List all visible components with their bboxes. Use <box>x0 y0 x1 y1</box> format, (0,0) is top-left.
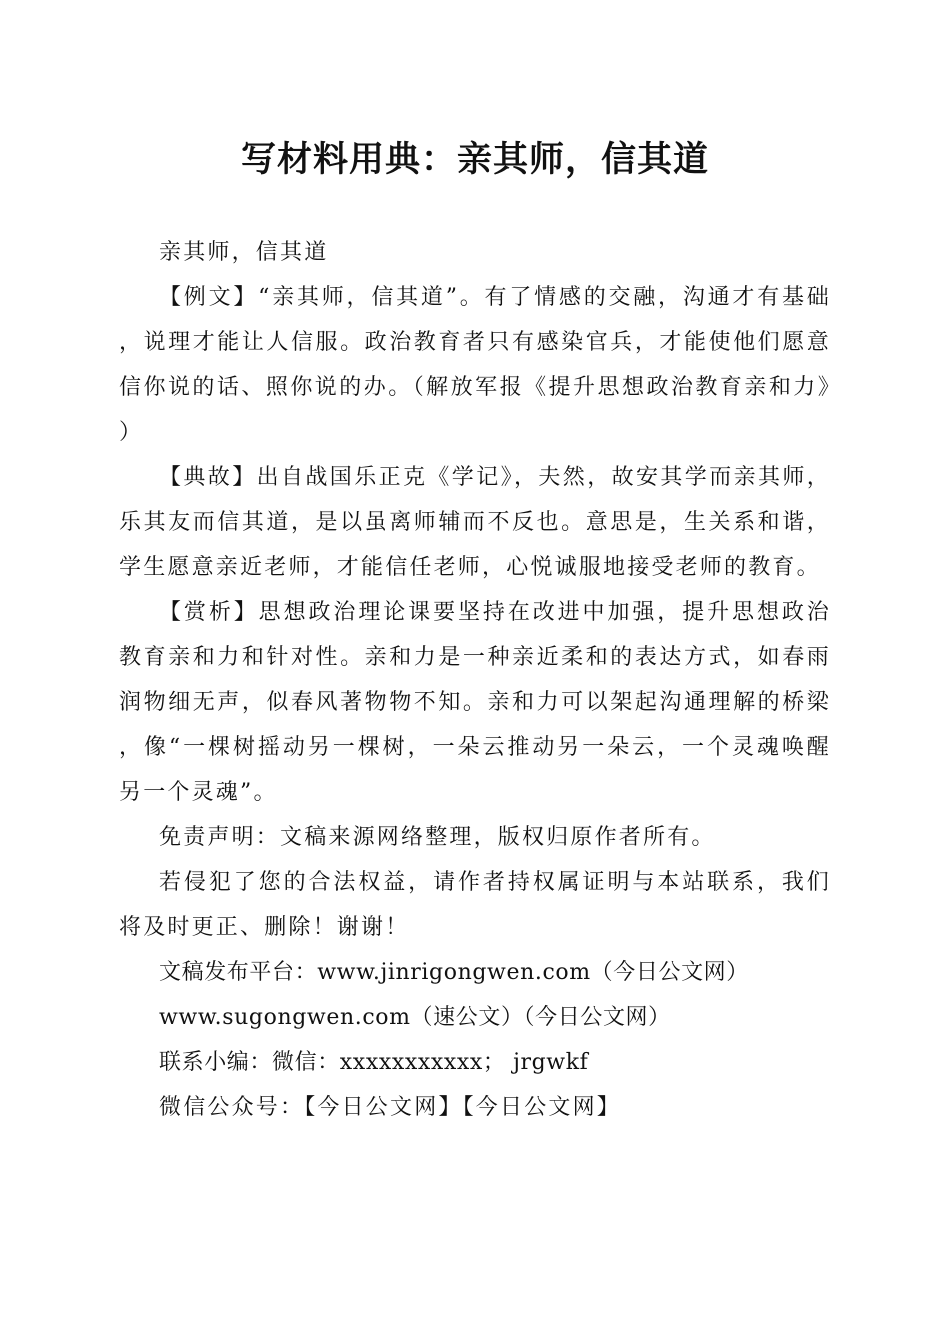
allusion-text: 出自战国乐正克《学记》，夫然，故安其学而亲其师，乐其友而信其道，是以虽离师辅而不反也。意思是，生关系和谐，学生愿意亲近老师，才能信任老师，心悦诚服地接受老师的教育。 <box>119 465 831 580</box>
platform-paragraph: 文稿发布平台：www.jinrigongwen.com（今日公文网） <box>159 960 749 985</box>
document-body <box>119 230 831 1130</box>
subtitle-paragraph: 亲其师，信其道 <box>159 240 329 265</box>
wechat-account-paragraph: 微信公众号：【今日公文网】【今日公文网】 <box>159 1095 622 1120</box>
allusion-tag: 【典故】 <box>159 465 257 490</box>
document-title: 写材料用典：亲其师，信其道 <box>240 139 709 180</box>
contact-paragraph: 联系小编：微信：xxxxxxxxxxx； jrgwkf <box>159 1050 589 1075</box>
appreciation-tag: 【赏析】 <box>159 600 259 625</box>
allusion-paragraph <box>119 455 831 590</box>
site2-paragraph: www.sugongwen.com（速公文）（今日公文网） <box>159 1005 671 1030</box>
infringement-paragraph: 若侵犯了您的合法权益，请作者持权属证明与本站联系，我们将及时更正、删除！谢谢！ <box>119 870 831 940</box>
example-tag: 【例文】 <box>159 285 259 310</box>
disclaimer-paragraph: 免责声明：文稿来源网络整理，版权归原作者所有。 <box>159 825 716 850</box>
appreciation-text: 思想政治理论课要坚持在改进中加强，提升思想政治教育亲和力和针对性。亲和力是一种亲近柔和的表达方式，如春雨润物细无声，似春风著物物不知。亲和力可以架起沟通理解的桥梁，像“一棵树摇动另一棵树，一朵云推动另一朵云，一个灵魂唤醒另一个灵魂”。 <box>119 600 831 805</box>
example-paragraph <box>119 275 831 455</box>
appreciation-paragraph <box>119 590 831 815</box>
example-text: “亲其师，信其道”。有了情感的交融，沟通才有基础，说理才能让人信服。政治教育者只有感染官兵，才能使他们愿意信你说的话、照你说的办。（解放军报《提升思想政治教育亲和力》） <box>119 285 831 445</box>
